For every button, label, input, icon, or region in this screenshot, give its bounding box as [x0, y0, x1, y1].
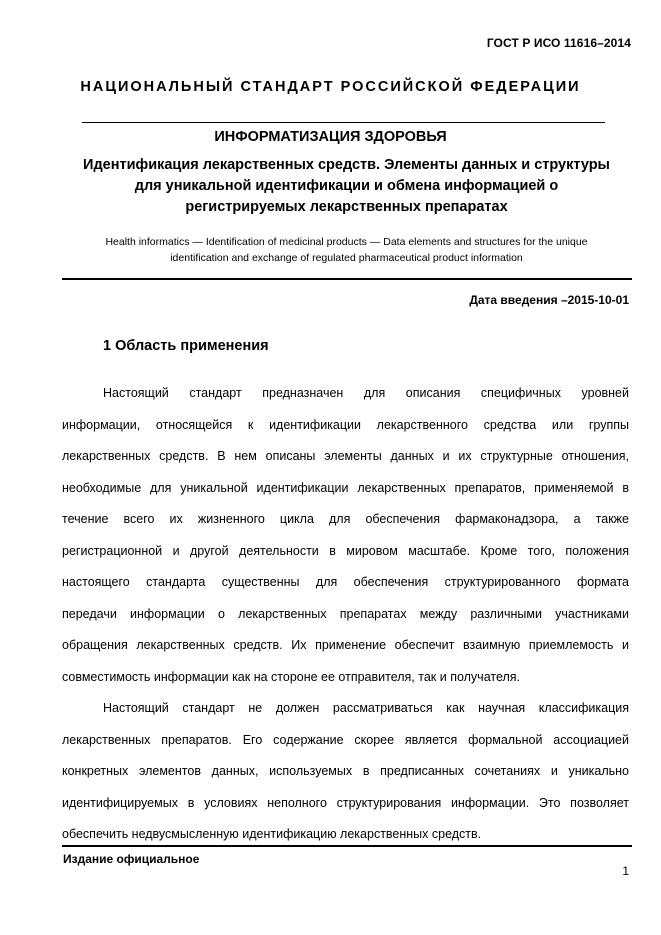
text-line: совместимость информации как на стороне ее отправителя, так и получателя.	[62, 669, 521, 684]
text-line: лекарственных препаратов. Его содержание скорее является формальной ассоциацией	[62, 732, 629, 747]
section-heading: 1 Область применения	[103, 338, 269, 354]
paragraph-1	[62, 378, 629, 693]
text-line: идентифицируемых в условиях неполного структурирования информации. Это позволяет	[62, 795, 629, 810]
footer-divider	[62, 845, 632, 847]
title-divider	[82, 122, 605, 123]
text-line: лекарственных средств. В нем описаны элементы данных и их структурные отношения,	[62, 449, 629, 463]
subtitle-line: для уникальной идентификации и обмена информацией о	[134, 178, 559, 194]
subtitle-line: регистрируемых лекарственных препаратах	[185, 199, 508, 215]
text-line: обеспечить недвусмысленную идентификацию лекарственных средств.	[62, 827, 482, 841]
text-line: информации, относящейся к идентификации лекарственного средства или группы	[62, 417, 629, 432]
subtitle-line: Идентификация лекарственных средств. Элементы данных и структуры	[83, 157, 610, 173]
text-line: необходимые для уникальной идентификации лекарственных препаратов, применяемой в	[62, 480, 629, 495]
english-title-line: identification and exchange of regulated pharmaceutical product information	[170, 252, 523, 264]
text-line: Настоящий стандарт не должен рассматриваться как научная классификация	[103, 701, 629, 715]
text-line: настоящего стандарта существенны для обеспечения структурированного формата	[62, 575, 629, 589]
text-line: Настоящий стандарт предназначен для описания специфичных уровней	[103, 386, 629, 400]
text-line: передачи информации о лекарственных препаратах между различными участниками	[62, 606, 629, 621]
national-standard-title: НАЦИОНАЛЬНЫЙ СТАНДАРТ РОССИЙСКОЙ ФЕДЕРАЦИИ	[80, 79, 581, 95]
introduction-date: Дата введения –2015-10-01	[469, 293, 629, 307]
text-line: регистрационной и другой деятельности в мировом масштабе. Кроме того, положения	[62, 543, 629, 558]
section-body	[62, 378, 629, 851]
subtitle	[60, 155, 633, 218]
english-title-line: Health informatics — Identification of medicinal products — Data elements and structures for the unique	[105, 236, 588, 248]
document-code: ГОСТ Р ИСО 11616–2014	[486, 36, 631, 50]
text-line: обращения лекарственных средств. Их применение обеспечит взаимную приемлемость и	[62, 638, 629, 652]
text-line: течение всего их жизненного цикла для обеспечения фармаконадзора, а также	[62, 512, 629, 526]
english-title	[80, 234, 613, 266]
header-divider	[62, 278, 632, 280]
main-title: ИНФОРМАТИЗАЦИЯ ЗДОРОВЬЯ	[214, 129, 447, 145]
edition-label: Издание официальное	[63, 852, 200, 866]
text-line: конкретных элементов данных, используемых в предписанных сочетаниях и уникально	[62, 764, 629, 778]
page-number: 1	[622, 864, 629, 878]
paragraph-2	[62, 693, 629, 851]
